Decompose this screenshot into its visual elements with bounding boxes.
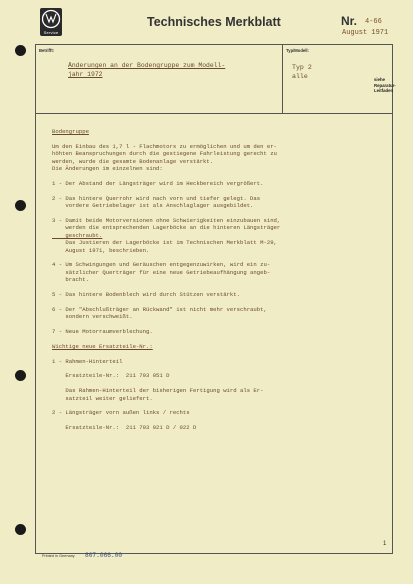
item-line: 4 - Um Schwingungen und Geräuschen entgegenzuwirken, wird ein zu- [52, 261, 271, 269]
part-line: Ersatzteile-Nr.: 211 703 021 D / 022 D [52, 424, 197, 432]
intro-line: höhten Beanspruchungen durch die gestiegene Fahrleistung gerecht zu [52, 150, 277, 158]
service-label: Service [43, 30, 59, 35]
intro-line: werden, wurde die gesamte Bodenanlage verstärkt. [52, 157, 214, 165]
binder-hole [15, 45, 26, 56]
part-line: Ersatzteile-Nr.: 211 703 051 D [52, 372, 170, 380]
intro-line: Die Änderungen im einzelnen sind: [52, 165, 163, 173]
item-line: werden die entsprechenden Lagerböcke an die hinteren Längsträger [52, 224, 281, 232]
vw-logo [40, 8, 62, 36]
item-line: 5 - Das hintere Bodenblech wird durch Stützen verstärkt. [52, 290, 240, 298]
item-line: geschraubt. [52, 231, 103, 239]
item-line: sondern verschweißt. [52, 313, 133, 321]
doc-number: 807.066.00 [85, 552, 123, 559]
subject-field [68, 61, 268, 79]
part-line: 2 - Längsträger vorn außen links / rechts [52, 409, 190, 417]
item-line: vordere Getriebelager ist als Anschlaglager ausgebildet. [52, 202, 254, 210]
part-line: Das Rahmen-Hinterteil der bisherigen Fertigung wird als Er- [52, 387, 264, 395]
item-line: August 1971, beschrieben. [52, 246, 150, 254]
side-note [374, 77, 396, 94]
side-note-line: Leitfaden [374, 88, 394, 93]
binder-hole [15, 370, 26, 381]
item-line: 6 - Der "Abschlußträger an Rückwand" ist nicht mehr verschraubt, [52, 305, 267, 313]
part-line [52, 365, 382, 372]
part-line [52, 417, 382, 424]
part-line: satzteil weiter geliefert. [52, 394, 153, 402]
subject-line: Änderungen an der Bodengruppe zum Modell- [68, 62, 226, 69]
section-heading: Bodengruppe [52, 128, 89, 135]
number-value: 4-66 [365, 18, 382, 26]
document-title: Technisches Merkblatt [147, 15, 281, 29]
side-note-line: siehe [374, 77, 385, 82]
typ-line: alle [292, 72, 308, 80]
number-label: Nr. [341, 14, 358, 28]
intro-line: Um den Einbau des 1,7 l - Flachmotors zu ermöglichen und um den er- [52, 142, 277, 150]
subject-line: jahr 1972 [68, 71, 103, 78]
binder-hole [15, 524, 26, 535]
binder-hole [15, 200, 26, 211]
document-date: August 1971 [342, 29, 389, 37]
part-line [52, 380, 382, 387]
item-line: 2 - Das hintere Querrohr wird nach vorn und tiefer gelegt. Das [52, 194, 261, 202]
item-line: Das Justieren der Lagerböcke ist im Technischen Merkblatt M-29, [52, 239, 277, 247]
betrifft-label: Betrifft: [39, 48, 55, 53]
side-note-line: Reparatur- [374, 82, 396, 88]
typ-line: Typ 2 [292, 64, 312, 71]
typ-field [292, 64, 312, 81]
item-line: bracht. [52, 276, 89, 284]
print-note: Printed in Germany [42, 554, 75, 558]
item-line: 3 - Damit beide Motorversionen ohne Schwierigkeiten einzubauen sind, [52, 216, 281, 224]
typ-label: Typ/Modell: [286, 48, 309, 53]
page-number: 1 [383, 541, 387, 547]
part-line: 1 - Rahmen-Hinterteil [52, 357, 123, 365]
header-divider [35, 113, 392, 114]
item-line: 1 - Der Abstand der Längsträger wird im Heckbereich vergrößert. [52, 179, 264, 187]
column-divider [282, 44, 283, 114]
item-line: sätzlicher Querträger für eine neue Getriebeaufhängung angeb- [52, 268, 271, 276]
parts-heading: Wichtige neue Ersatzteile-Nr.: [52, 342, 153, 350]
vw-logo-icon [41, 9, 61, 29]
item-line: 7 - Neue Motorraumverblechung. [52, 327, 153, 335]
body-text [52, 128, 382, 432]
